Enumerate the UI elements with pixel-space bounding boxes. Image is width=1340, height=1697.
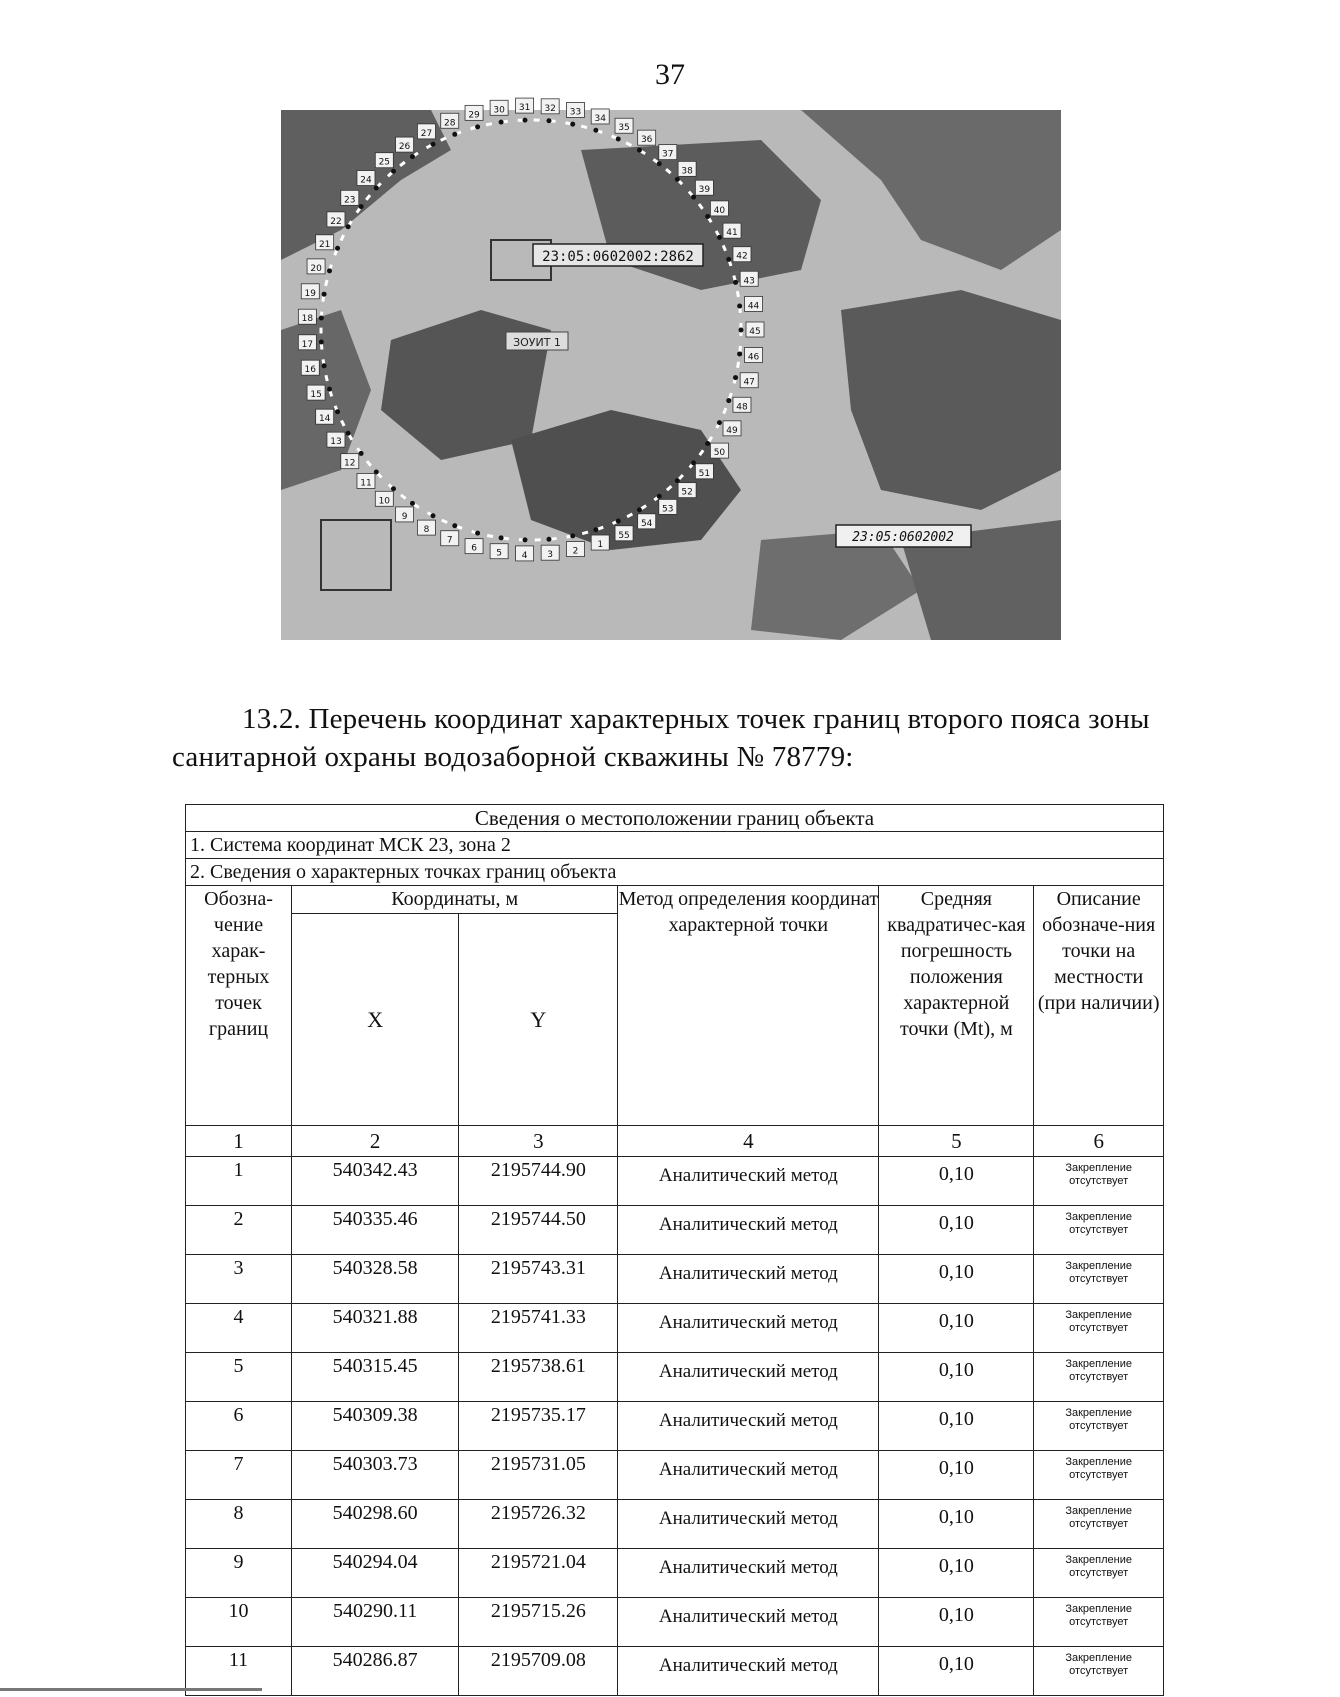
boundary-point-marker — [733, 280, 738, 285]
accuracy-cell: 0,10 — [879, 1157, 1034, 1206]
zone-label: ЗОУИТ 1 — [513, 336, 561, 349]
y-coordinate-cell: 2195735.17 — [459, 1402, 618, 1451]
boundary-point-label: 38 — [681, 166, 693, 177]
boundary-point-marker — [523, 537, 528, 542]
accuracy-cell: 0,10 — [879, 1549, 1034, 1598]
boundary-point-marker — [737, 351, 742, 356]
point-id-cell: 10 — [186, 1598, 292, 1647]
table-row — [186, 1255, 1164, 1304]
boundary-point-label: 31 — [518, 103, 531, 114]
y-coordinate-cell: 2195743.31 — [459, 1255, 618, 1304]
boundary-point-marker — [430, 513, 435, 518]
boundary-point-label: 47 — [743, 377, 755, 388]
boundary-point-label: 51 — [698, 468, 711, 479]
table-row — [186, 1549, 1164, 1598]
boundary-point-label: 27 — [420, 128, 433, 139]
boundary-point-label: 4 — [521, 550, 528, 561]
description-cell: Закрепление отсутствует — [1034, 1647, 1164, 1696]
boundary-point-marker — [570, 533, 575, 538]
boundary-point-marker — [523, 118, 528, 123]
table-row — [186, 1598, 1164, 1647]
description-cell: Закрепление отсутствует — [1034, 1549, 1164, 1598]
boundary-point-label: 5 — [496, 548, 502, 559]
y-coordinate-cell: 2195715.26 — [459, 1598, 618, 1647]
boundary-point-label: 46 — [747, 352, 760, 363]
x-coordinate-cell: 540328.58 — [292, 1255, 459, 1304]
boundary-point-label: 10 — [378, 496, 391, 507]
quarter-label: 23:05:0602002 — [852, 530, 954, 545]
y-coordinate-cell: 2195731.05 — [459, 1451, 618, 1500]
boundary-point-marker — [705, 214, 710, 219]
boundary-point-marker — [410, 154, 415, 159]
method-cell: Аналитический метод — [618, 1206, 879, 1255]
boundary-point-marker — [374, 186, 379, 191]
table-row — [186, 1304, 1164, 1353]
boundary-point-label: 48 — [736, 402, 748, 413]
boundary-point-marker — [452, 523, 457, 528]
table-row — [186, 1157, 1164, 1206]
description-cell: Закрепление отсутствует — [1034, 1353, 1164, 1402]
y-coordinate-cell: 2195721.04 — [459, 1549, 618, 1598]
method-cell: Аналитический метод — [618, 1255, 879, 1304]
satellite-map-image — [281, 103, 1061, 640]
table-title: Сведения о местоположении границ объекта — [186, 805, 1164, 832]
point-id-cell: 2 — [186, 1206, 292, 1255]
boundary-point-marker — [335, 246, 340, 251]
boundary-point-label: 16 — [304, 365, 317, 376]
method-cell: Аналитический метод — [618, 1157, 879, 1206]
boundary-point-label: 29 — [468, 110, 480, 121]
table-row — [186, 1647, 1164, 1696]
caption-line-2: санитарной охраны водозаборной скважины № 78779: — [172, 741, 854, 773]
accuracy-cell: 0,10 — [879, 1304, 1034, 1353]
y-coordinate-cell: 2195744.90 — [459, 1157, 618, 1206]
boundary-point-marker — [499, 120, 504, 125]
boundary-point-label: 45 — [749, 327, 761, 337]
boundary-point-label: 22 — [330, 216, 342, 227]
accuracy-cell: 0,10 — [879, 1647, 1034, 1696]
page-number: 37 — [655, 58, 685, 91]
boundary-point-label: 24 — [360, 175, 372, 186]
x-coordinate-cell: 540294.04 — [292, 1549, 459, 1598]
x-coordinate-cell: 540315.45 — [292, 1353, 459, 1402]
description-cell: Закрепление отсутствует — [1034, 1598, 1164, 1647]
boundary-point-marker — [657, 161, 662, 166]
description-cell: Закрепление отсутствует — [1034, 1451, 1164, 1500]
column-number: 3 — [459, 1126, 618, 1157]
boundary-point-label: 49 — [726, 425, 738, 436]
boundary-point-marker — [359, 204, 364, 209]
boundary-point-label: 20 — [310, 263, 322, 274]
boundary-point-label: 34 — [594, 113, 606, 124]
boundary-point-marker — [675, 177, 680, 182]
boundary-point-marker — [319, 339, 324, 344]
method-cell: Аналитический метод — [618, 1402, 879, 1451]
boundary-point-marker — [737, 304, 742, 309]
description-cell: Закрепление отсутствует — [1034, 1402, 1164, 1451]
caption-line-1: 13.2. Перечень координат характерных точек границ второго пояса зоны — [242, 703, 1150, 735]
boundary-point-label: 8 — [423, 525, 430, 536]
boundary-point-label: 52 — [681, 487, 693, 498]
section-caption — [172, 700, 1152, 776]
boundary-point-marker — [739, 328, 744, 333]
boundary-point-label: 2 — [572, 546, 579, 557]
x-coordinate-cell: 540286.87 — [292, 1647, 459, 1696]
boundary-point-marker — [546, 118, 551, 123]
y-coordinate-cell: 2195744.50 — [459, 1206, 618, 1255]
boundary-point-label: 32 — [544, 103, 556, 114]
table-row — [186, 1500, 1164, 1549]
boundary-point-marker — [359, 451, 364, 456]
boundary-point-marker — [475, 531, 480, 536]
boundary-point-marker — [546, 537, 551, 542]
column-number: 4 — [618, 1126, 879, 1157]
coordinate-system-row: 1. Система координат МСК 23, зона 2 — [186, 832, 1164, 859]
x-coordinate-cell: 540335.46 — [292, 1206, 459, 1255]
boundary-point-marker — [616, 136, 621, 141]
x-coordinate-cell: 540290.11 — [292, 1598, 459, 1647]
point-id-cell: 8 — [186, 1500, 292, 1549]
x-coordinate-cell: 540309.38 — [292, 1402, 459, 1451]
boundary-point-marker — [322, 363, 327, 368]
header-coords: Координаты, м — [292, 886, 618, 914]
point-id-cell: 6 — [186, 1402, 292, 1451]
boundary-point-label: 42 — [736, 251, 748, 262]
point-id-cell: 9 — [186, 1549, 292, 1598]
boundary-point-label: 26 — [398, 142, 411, 153]
boundary-point-label: 40 — [713, 205, 726, 216]
y-coordinate-cell: 2195741.33 — [459, 1304, 618, 1353]
boundary-point-marker — [657, 494, 662, 499]
boundary-point-label: 18 — [301, 314, 314, 325]
boundary-point-label: 14 — [318, 414, 331, 425]
boundary-point-label: 41 — [726, 228, 738, 239]
boundary-point-marker — [717, 235, 722, 240]
boundary-point-label: 1 — [597, 540, 604, 551]
boundary-point-label: 43 — [743, 276, 755, 287]
column-number-row — [186, 1126, 1164, 1157]
boundary-point-marker — [637, 148, 642, 153]
accuracy-cell: 0,10 — [879, 1500, 1034, 1549]
boundary-point-label: 23 — [344, 195, 356, 206]
header-method: Метод определения координат характерной точки — [618, 886, 879, 1126]
boundary-point-label: 33 — [569, 107, 582, 118]
boundary-point-marker — [391, 486, 396, 491]
boundary-point-marker — [593, 527, 598, 532]
accuracy-cell: 0,10 — [879, 1353, 1034, 1402]
boundary-point-marker — [319, 316, 324, 321]
boundary-point-marker — [705, 441, 710, 446]
boundary-point-label: 12 — [344, 458, 356, 469]
boundary-point-marker — [637, 507, 642, 512]
point-id-cell: 11 — [186, 1647, 292, 1696]
column-number: 6 — [1034, 1126, 1164, 1157]
boundary-point-marker — [499, 535, 504, 540]
method-cell: Аналитический метод — [618, 1353, 879, 1402]
accuracy-cell: 0,10 — [879, 1402, 1034, 1451]
boundary-point-marker — [322, 292, 327, 297]
boundary-point-marker — [593, 128, 598, 133]
header-y: Y — [459, 914, 618, 1126]
boundary-point-label: 6 — [471, 543, 477, 554]
boundary-point-marker — [616, 519, 621, 524]
accuracy-cell: 0,10 — [879, 1206, 1034, 1255]
description-cell: Закрепление отсутствует — [1034, 1255, 1164, 1304]
accuracy-cell: 0,10 — [879, 1255, 1034, 1304]
points-heading-row: 2. Сведения о характерных точках границ объекта — [186, 859, 1164, 886]
column-number: 2 — [292, 1126, 459, 1157]
column-number: 1 — [186, 1126, 292, 1157]
method-cell: Аналитический метод — [618, 1549, 879, 1598]
table-row — [186, 1451, 1164, 1500]
boundary-point-marker — [335, 409, 340, 414]
point-id-cell: 3 — [186, 1255, 292, 1304]
boundary-point-marker — [726, 398, 731, 403]
y-coordinate-cell: 2195738.61 — [459, 1353, 618, 1402]
boundary-point-marker — [430, 142, 435, 147]
boundary-point-label: 50 — [713, 448, 726, 459]
method-cell: Аналитический метод — [618, 1500, 879, 1549]
boundary-point-label: 36 — [640, 135, 653, 146]
x-coordinate-cell: 540298.60 — [292, 1500, 459, 1549]
accuracy-cell: 0,10 — [879, 1598, 1034, 1647]
boundary-point-label: 25 — [378, 157, 391, 168]
description-cell: Закрепление отсутствует — [1034, 1500, 1164, 1549]
method-cell: Аналитический метод — [618, 1647, 879, 1696]
boundary-point-label: 9 — [401, 511, 408, 522]
x-coordinate-cell: 540342.43 — [292, 1157, 459, 1206]
column-number: 5 — [879, 1126, 1034, 1157]
method-cell: Аналитический метод — [618, 1451, 879, 1500]
boundary-point-label: 17 — [301, 339, 314, 350]
boundary-point-marker — [726, 257, 731, 262]
boundary-point-label: 28 — [444, 118, 456, 129]
boundary-point-label: 11 — [360, 478, 372, 489]
parcel-label: 23:05:0602002:2862 — [542, 249, 694, 265]
point-id-cell: 7 — [186, 1451, 292, 1500]
accuracy-cell: 0,10 — [879, 1451, 1034, 1500]
boundary-point-label: 3 — [547, 550, 554, 561]
description-cell: Закрепление отсутствует — [1034, 1157, 1164, 1206]
method-cell: Аналитический метод — [618, 1598, 879, 1647]
boundary-point-label: 35 — [618, 123, 630, 134]
point-id-cell: 4 — [186, 1304, 292, 1353]
y-coordinate-cell: 2195709.08 — [459, 1647, 618, 1696]
boundary-point-label: 7 — [446, 535, 453, 546]
boundary-point-label: 53 — [662, 504, 674, 515]
table-row — [186, 1402, 1164, 1451]
point-id-cell: 1 — [186, 1157, 292, 1206]
x-coordinate-cell: 540303.73 — [292, 1451, 459, 1500]
boundary-point-marker — [346, 431, 351, 436]
boundary-point-marker — [452, 132, 457, 137]
header-description: Описание обозначе-ния точки на местности (при наличии) — [1034, 886, 1164, 1126]
header-x: X — [292, 914, 459, 1126]
boundary-point-marker — [327, 268, 332, 273]
description-cell: Закрепление отсутствует — [1034, 1206, 1164, 1255]
y-coordinate-cell: 2195726.32 — [459, 1500, 618, 1549]
boundary-point-label: 37 — [662, 149, 674, 160]
boundary-point-label: 30 — [493, 105, 505, 116]
boundary-point-label: 54 — [640, 518, 653, 529]
header-accuracy: Средняя квадратичес-кая погрешность положения характерной точки (Mt), м — [879, 886, 1034, 1126]
boundary-point-marker — [733, 375, 738, 380]
boundary-point-marker — [327, 387, 332, 392]
boundary-point-marker — [410, 501, 415, 506]
boundary-point-label: 19 — [304, 288, 317, 299]
boundary-point-label: 39 — [698, 185, 711, 196]
x-coordinate-cell: 540321.88 — [292, 1304, 459, 1353]
boundary-point-label: 55 — [618, 530, 630, 541]
scan-edge-line — [0, 1688, 262, 1691]
boundary-point-label: 21 — [318, 239, 331, 250]
point-id-cell: 5 — [186, 1353, 292, 1402]
boundary-point-label: 13 — [330, 437, 342, 448]
boundary-point-marker — [391, 169, 396, 174]
coordinates-table — [185, 804, 1164, 1696]
table-row — [186, 1353, 1164, 1402]
table-row — [186, 1206, 1164, 1255]
boundary-point-marker — [570, 122, 575, 127]
boundary-point-marker — [717, 420, 722, 425]
description-cell: Закрепление отсутствует — [1034, 1304, 1164, 1353]
header-designation: Обозна-чение харак-терных точек границ — [186, 886, 292, 1126]
method-cell: Аналитический метод — [618, 1304, 879, 1353]
boundary-point-label: 15 — [310, 390, 322, 401]
boundary-point-label: 44 — [747, 301, 760, 312]
boundary-point-marker — [475, 124, 480, 129]
boundary-point-marker — [346, 224, 351, 229]
